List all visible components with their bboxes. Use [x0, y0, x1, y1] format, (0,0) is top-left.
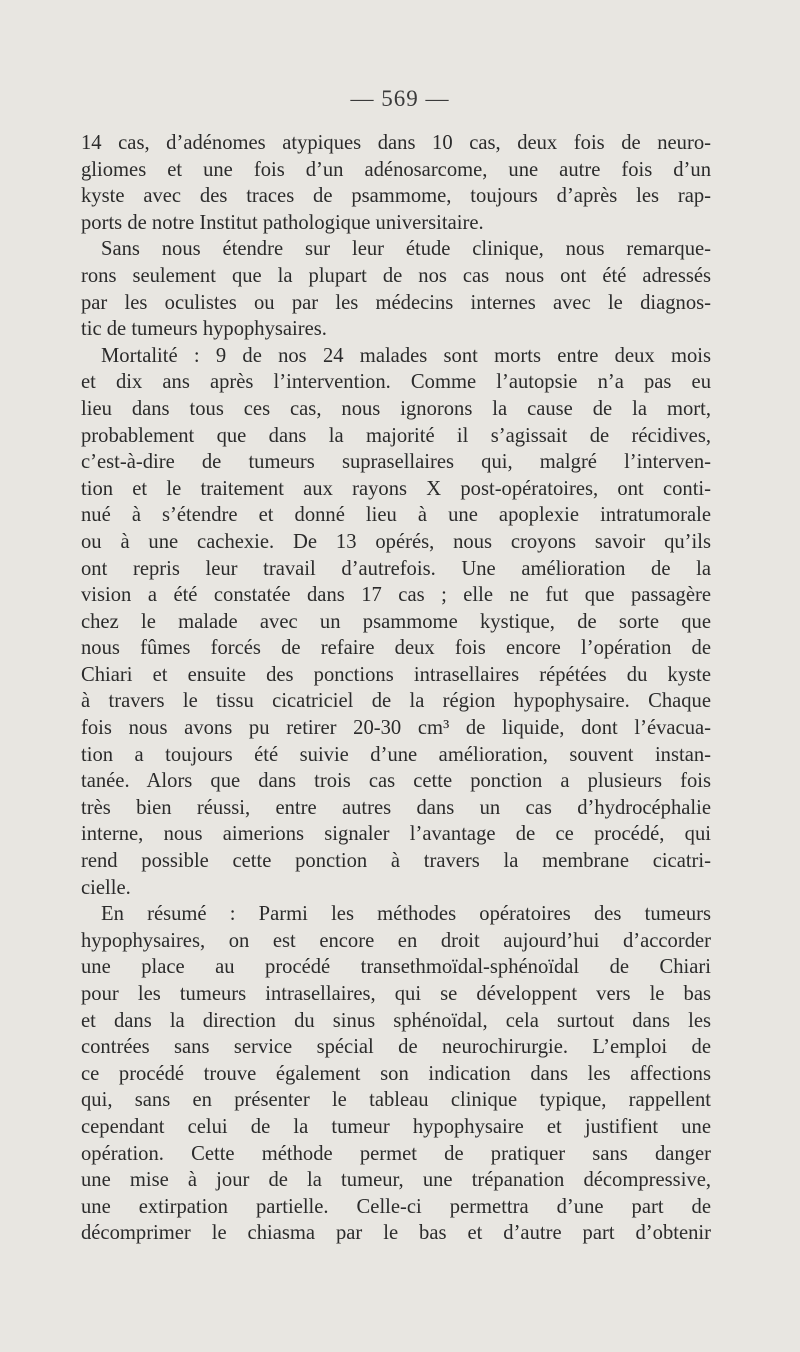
- paragraph-3: [81, 343, 711, 901]
- text-line: nous fûmes forcés de refaire deux fois encore l’opération de: [81, 637, 711, 660]
- text-line: opération. Cette méthode permet de pratiquer sans danger: [81, 1142, 711, 1165]
- text-line: rend possible cette ponction à travers la membrane cicatri-: [81, 850, 711, 873]
- text-line: ou à une cachexie. De 13 opérés, nous croyons savoir qu’ils: [81, 530, 711, 553]
- body-text: [81, 130, 711, 1247]
- text-line: à travers le tissu cicatriciel de la région hypophysaire. Chaque: [81, 690, 711, 713]
- text-line: En résumé : Parmi les méthodes opératoires des tumeurs: [101, 903, 711, 926]
- text-line: par les oculistes ou par les médecins internes avec le diagnos-: [81, 291, 711, 314]
- text-line: gliomes et une fois d’un adénosarcome, une autre fois d’un: [81, 158, 711, 181]
- text-line: chez le malade avec un psammome kystique, de sorte que: [81, 610, 711, 633]
- text-line: c’est-à-dire de tumeurs suprasellaires qui, malgré l’interven-: [81, 451, 711, 474]
- text-line: hypophysaires, on est encore en droit aujourd’hui d’accorder: [81, 929, 711, 952]
- text-line: Sans nous étendre sur leur étude clinique, nous remarque-: [101, 238, 711, 261]
- text-line: pour les tumeurs intrasellaires, qui se développent vers le bas: [81, 983, 711, 1005]
- text-line: kyste avec des traces de psammome, toujours d’après les rap-: [81, 185, 711, 208]
- text-line: lieu dans tous ces cas, nous ignorons la cause de la mort,: [81, 397, 711, 420]
- text-line: tion et le traitement aux rayons X post-opératoires, ont conti-: [81, 477, 711, 500]
- text-line: cielle.: [81, 876, 131, 899]
- text-line: tic de tumeurs hypophysaires.: [81, 318, 327, 341]
- text-line: fois nous avons pu retirer 20-30 cm³ de liquide, dont l’évacua-: [81, 717, 711, 740]
- text-line: et dix ans après l’intervention. Comme l’autopsie n’a pas eu: [81, 371, 711, 394]
- text-line: vision a été constatée dans 17 cas ; elle ne fut que passagère: [81, 584, 711, 607]
- paragraph-4: [81, 901, 711, 1247]
- paragraph-2: [81, 236, 711, 342]
- text-line: rons seulement que la plupart de nos cas nous ont été adressés: [81, 264, 711, 287]
- text-line: une mise à jour de la tumeur, une trépanation décompressive,: [81, 1169, 711, 1192]
- text-line: nué à s’étendre et donné lieu à une apoplexie intratumorale: [81, 504, 711, 527]
- page-number: — 569 —: [350, 86, 450, 111]
- text-line: probablement que dans la majorité il s’agissait de récidives,: [81, 424, 711, 447]
- text-line: une place au procédé transethmoïdal-sphénoïdal de Chiari: [81, 956, 711, 979]
- text-line: ce procédé trouve également son indication dans les affections: [81, 1062, 711, 1085]
- text-line: contrées sans service spécial de neurochirurgie. L’emploi de: [81, 1036, 711, 1059]
- paragraph-1: [81, 130, 711, 236]
- text-line: qui, sans en présenter le tableau clinique typique, rappellent: [81, 1089, 711, 1112]
- text-line: interne, nous aimerions signaler l’avantage de ce procédé, qui: [81, 823, 711, 846]
- text-line: ont repris leur travail d’autrefois. Une amélioration de la: [81, 557, 711, 580]
- text-line: Mortalité : 9 de nos 24 malades sont morts entre deux mois: [101, 344, 711, 367]
- text-line: une extirpation partielle. Celle-ci permettra d’une part de: [81, 1195, 711, 1218]
- text-line: 14 cas, d’adénomes atypiques dans 10 cas, deux fois de neuro-: [81, 132, 711, 154]
- text-line: décomprimer le chiasma par le bas et d’autre part d’obtenir: [81, 1222, 711, 1245]
- text-line: cependant celui de la tumeur hypophysaire et justifient une: [81, 1115, 711, 1138]
- text-line: tion a toujours été suivie d’une amélioration, souvent instan-: [81, 743, 711, 766]
- text-line: tanée. Alors que dans trois cas cette ponction a plusieurs fois: [81, 770, 711, 793]
- text-line: très bien réussi, entre autres dans un cas d’hydrocéphalie: [81, 796, 711, 819]
- text-line: et dans la direction du sinus sphénoïdal, cela surtout dans les: [81, 1009, 711, 1032]
- text-line: Chiari et ensuite des ponctions intrasellaires répétées du kyste: [81, 663, 711, 686]
- text-line: ports de notre Institut pathologique universitaire.: [81, 211, 484, 234]
